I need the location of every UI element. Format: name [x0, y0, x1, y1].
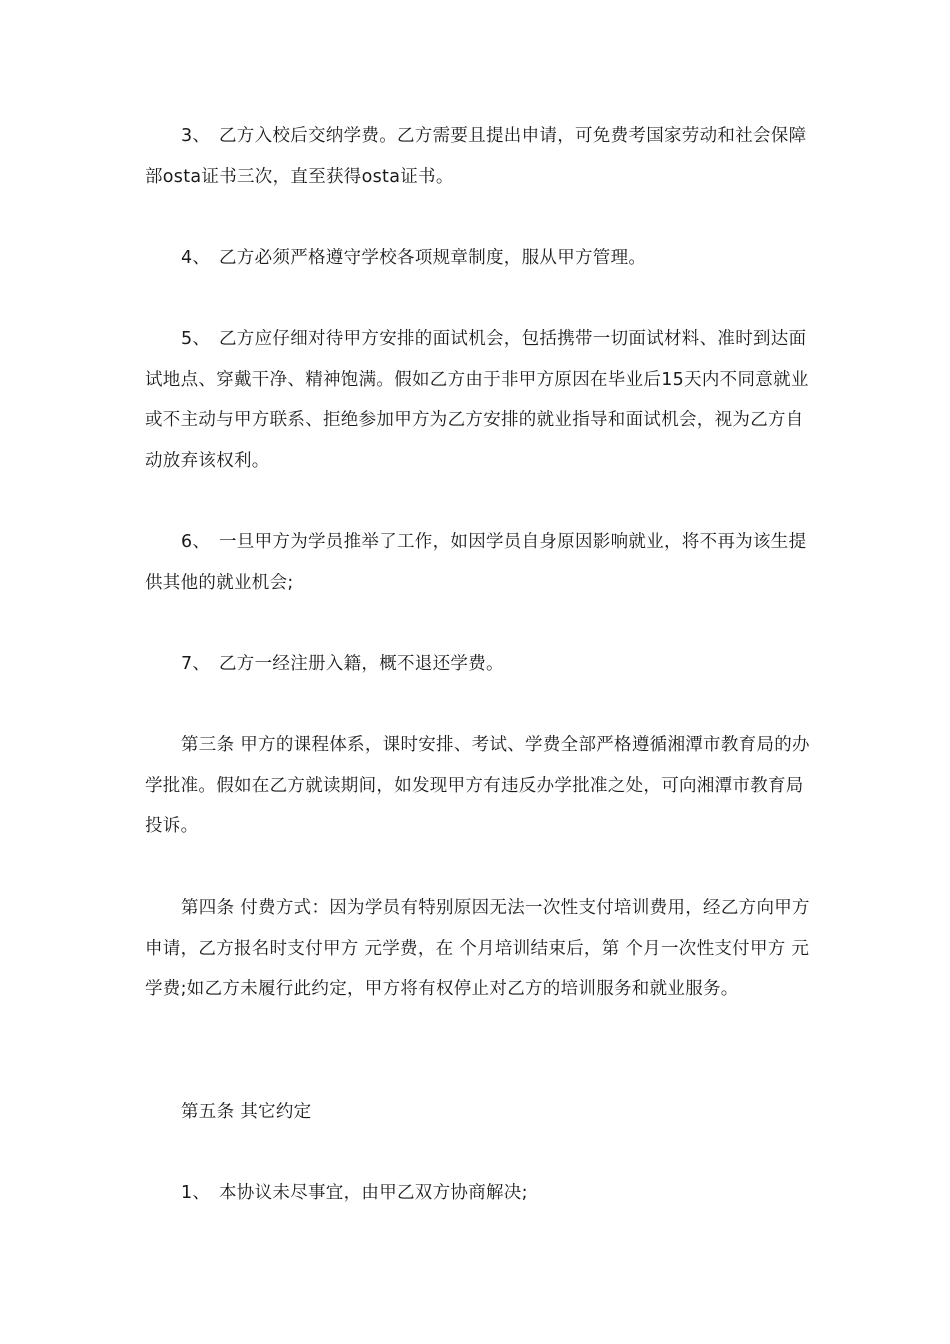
item-number: 4、 — [181, 248, 211, 268]
clause-item-5 — [145, 319, 810, 481]
article-text: 第三条 甲方的课程体系，课时安排、考试、学费全部严格遵循湘潭市教育局的办学批准。假如在乙方就读期间，如发现甲方有违反办学批准之处，可向湘潭市教育局投诉。 — [145, 735, 810, 836]
item-number: 7、 — [181, 654, 211, 674]
item-text: 乙方必须严格遵守学校各项规章制度，服从甲方管理。 — [219, 248, 647, 268]
article-3 — [145, 725, 810, 847]
item-text: 一旦甲方为学员推举了工作，如因学员自身原因影响就业，将不再为该生提供其他的就业机会; — [145, 532, 807, 593]
item-number: 5、 — [181, 329, 211, 349]
item-text: 乙方入校后交纳学费。乙方需要且提出申请，可免费考国家劳动和社会保障部osta证书三次，直至获得osta证书。 — [145, 126, 807, 187]
article-text: 第五条 其它约定 — [181, 1102, 312, 1122]
item-text: 本协议未尽事宜，由甲乙双方协商解决; — [219, 1183, 528, 1203]
clause-item-4 — [145, 238, 810, 279]
clause-item-6 — [145, 522, 810, 603]
item-number: 6、 — [181, 532, 211, 552]
item-number: 1、 — [181, 1183, 211, 1203]
item-number: 3、 — [181, 126, 211, 146]
item-text: 乙方一经注册入籍，概不退还学费。 — [219, 654, 504, 674]
clause-item-1 — [145, 1173, 810, 1214]
item-text: 乙方应仔细对待甲方安排的面试机会，包括携带一切面试材料、准时到达面试地点、穿戴干净、精神饱满。假如乙方由于非甲方原因在毕业后15天内不同意就业或不主动与甲方联系、拒绝参加甲方为乙方安排的就业指导和面试机会，视为乙方自动放弃该权利。 — [145, 329, 809, 471]
article-5-heading — [145, 1092, 810, 1133]
clause-item-7 — [145, 644, 810, 685]
clause-item-3 — [145, 116, 810, 197]
article-text: 第四条 付费方式：因为学员有特别原因无法一次性支付培训费用，经乙方向甲方申请，乙方报名时支付甲方 元学费，在 个月培训结束后，第 个月一次性支付甲方 元学费;如乙方未履行此约定，甲方将有权停止对乙方的培训服务和就业服务。 — [145, 898, 810, 999]
article-4 — [145, 888, 810, 1010]
